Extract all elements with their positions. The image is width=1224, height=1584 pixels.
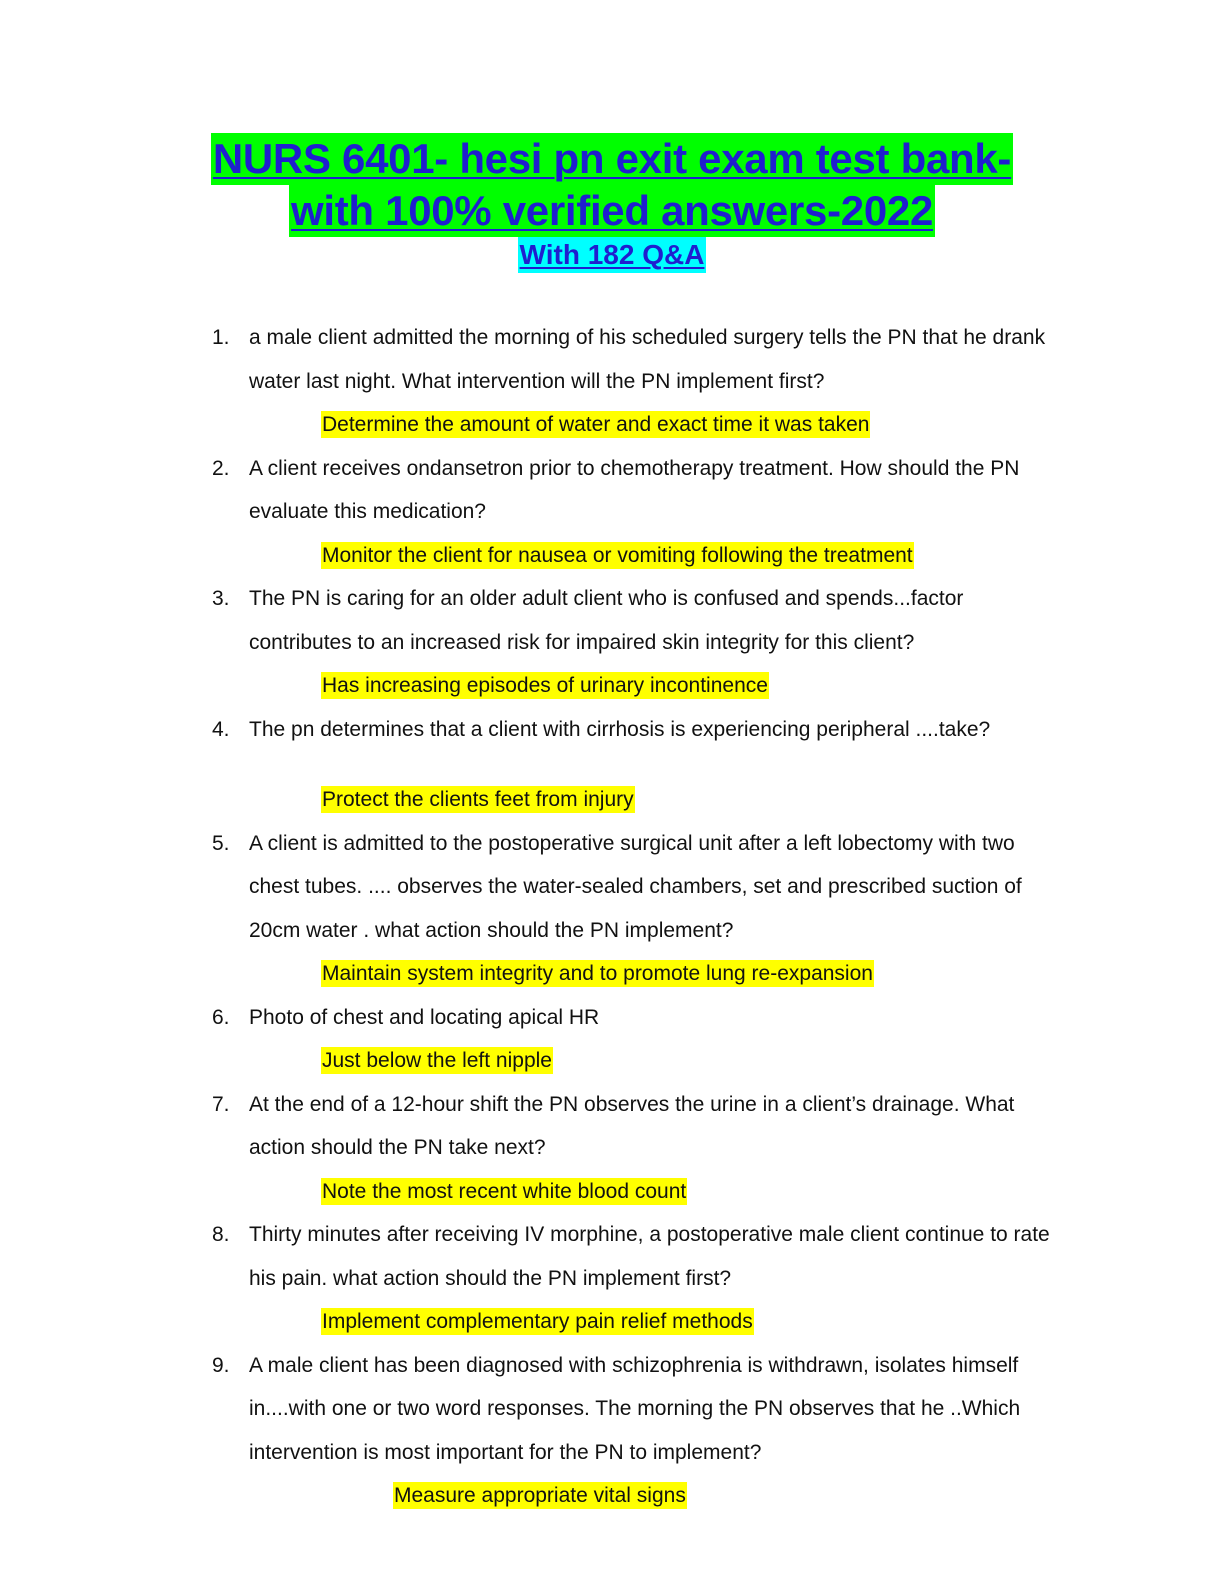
question-item [0, 1213, 1224, 1344]
question-text: A client receives ondansetron prior to chemotherapy treatment. How should the PN evaluate this medication? [249, 456, 1020, 523]
question-number: 4. [212, 717, 230, 741]
question-item [0, 1344, 1224, 1518]
question-text: A male client has been diagnosed with schizophrenia is withdrawn, isolates himself in....with one or two word responses. The morning the PN observes that he ..Which intervention is most important for the PN to implement? [249, 1353, 1021, 1464]
question-item [0, 708, 1224, 822]
question-text: The PN is caring for an older adult client who is confused and spends...factor contributes to an increased risk for impaired skin integrity for this client? [249, 587, 964, 654]
question-number: 2. [212, 456, 230, 480]
question-item [0, 996, 1224, 1083]
question-text: a male client admitted the morning of his scheduled surgery tells the PN that he drank water last night. What intervention will the PN implement first? [249, 326, 1046, 393]
answer-text: Monitor the client for nausea or vomiting following the treatment [322, 543, 913, 567]
answer-text: Has increasing episodes of urinary incontinence [322, 674, 768, 697]
question-list [0, 316, 1224, 1518]
question-item [0, 577, 1224, 708]
question-number: 9. [212, 1353, 230, 1377]
answer-text: Implement complementary pain relief methods [322, 1310, 753, 1333]
subtitle[interactable]: With 182 Q&A [518, 237, 707, 273]
question-text: Thirty minutes after receiving IV morphine, a postoperative male client continue to rate his pain. what action should the PN implement first? [249, 1223, 1050, 1290]
title-line-2[interactable]: with 100% verified answers-2022 [289, 185, 935, 237]
answer-text: Measure appropriate vital signs [394, 1484, 686, 1507]
question-item [0, 1083, 1224, 1214]
question-text: At the end of a 12-hour shift the PN observes the urine in a client’s drainage. What action should the PN take next? [249, 1092, 1015, 1159]
question-number: 6. [212, 1005, 230, 1029]
question-item [0, 822, 1224, 996]
question-number: 1. [212, 326, 230, 349]
question-item [0, 316, 1224, 447]
question-text: The pn determines that a client with cirrhosis is experiencing peripheral ....take? [249, 717, 991, 741]
answer-text: Protect the clients feet from injury [322, 788, 634, 811]
title-line-1[interactable]: NURS 6401- hesi pn exit exam test bank- [211, 133, 1013, 185]
question-number: 7. [212, 1092, 230, 1116]
title-block [0, 133, 1224, 273]
answer-text: Note the most recent white blood count [322, 1179, 687, 1203]
question-number: 8. [212, 1223, 230, 1246]
question-item [0, 447, 1224, 578]
question-number: 3. [212, 587, 230, 610]
answer-text: Maintain system integrity and to promote lung re-expansion [322, 962, 873, 985]
question-text: Photo of chest and locating apical HR [249, 1005, 600, 1029]
answer-text: Just below the left nipple [322, 1049, 552, 1072]
question-text: A client is admitted to the postoperative surgical unit after a left lobectomy with two chest tubes. .... observes the water-sealed chambers, set and prescribed suction of 20cm water . what action should the PN implement? [249, 831, 1022, 942]
question-number: 5. [212, 831, 230, 855]
answer-text: Determine the amount of water and exact time it was taken [322, 413, 870, 436]
